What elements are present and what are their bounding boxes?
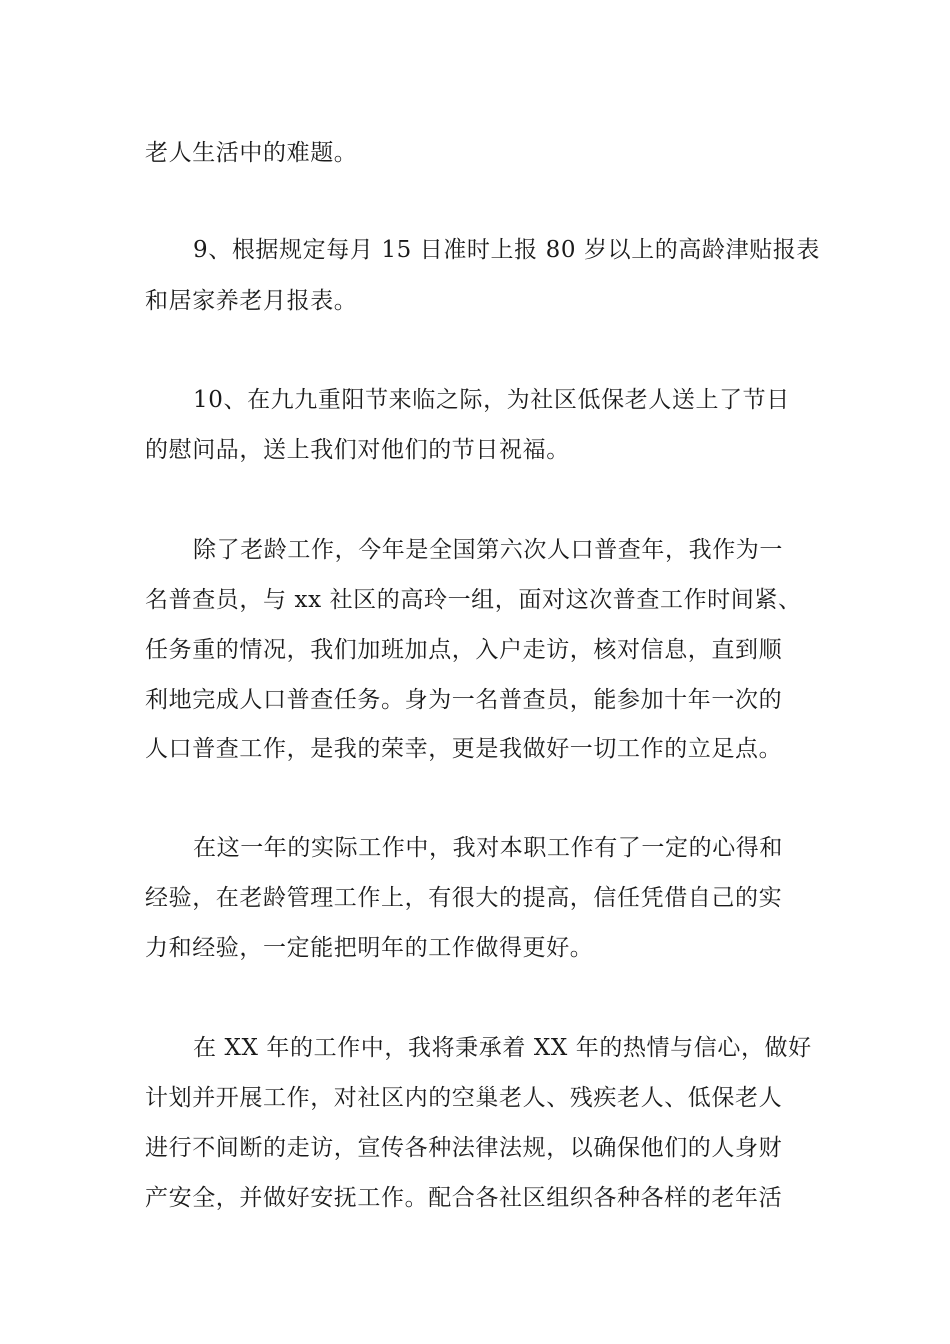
text-line: 在这一年的实际工作中，我对本职工作有了一定的心得和 <box>193 835 783 861</box>
text-line: 产安全，并做好安抚工作。配合各社区组织各种各样的老年活 <box>145 1185 783 1211</box>
text-line: 力和经验，一定能把明年的工作做得更好。 <box>145 935 594 961</box>
text-line: 进行不间断的走访，宣传各种法律法规，以确保他们的人身财 <box>145 1135 783 1161</box>
text-line: 除了老龄工作，今年是全国第六次人口普查年，我作为一 <box>193 537 783 563</box>
text-line: 9、根据规定每月 15 日准时上报 80 岁以上的高龄津贴报表 <box>193 237 821 263</box>
text-line: 利地完成人口普查任务。身为一名普查员，能参加十年一次的 <box>145 687 783 713</box>
text-line: 人口普查工作，是我的荣幸，更是我做好一切工作的立足点。 <box>145 736 783 762</box>
text-line: 任务重的情况，我们加班加点，入户走访，核对信息，直到顺 <box>145 637 783 663</box>
text-line: 经验，在老龄管理工作上，有很大的提高，信任凭借自己的实 <box>145 885 783 911</box>
text-line: 的慰问品，送上我们对他们的节日祝福。 <box>145 437 570 463</box>
text-line: 计划并开展工作，对社区内的空巢老人、残疾老人、低保老人 <box>145 1085 783 1111</box>
text-line: 在 XX 年的工作中，我将秉承着 XX 年的热情与信心，做好 <box>193 1035 812 1061</box>
text-line: 和居家养老月报表。 <box>145 288 358 314</box>
text-line: 老人生活中的难题。 <box>145 140 358 166</box>
text-line: 10、在九九重阳节来临之际，为社区低保老人送上了节日 <box>193 387 790 413</box>
text-line: 名普查员，与 xx 社区的高玲一组，面对这次普查工作时间紧、 <box>145 587 802 613</box>
